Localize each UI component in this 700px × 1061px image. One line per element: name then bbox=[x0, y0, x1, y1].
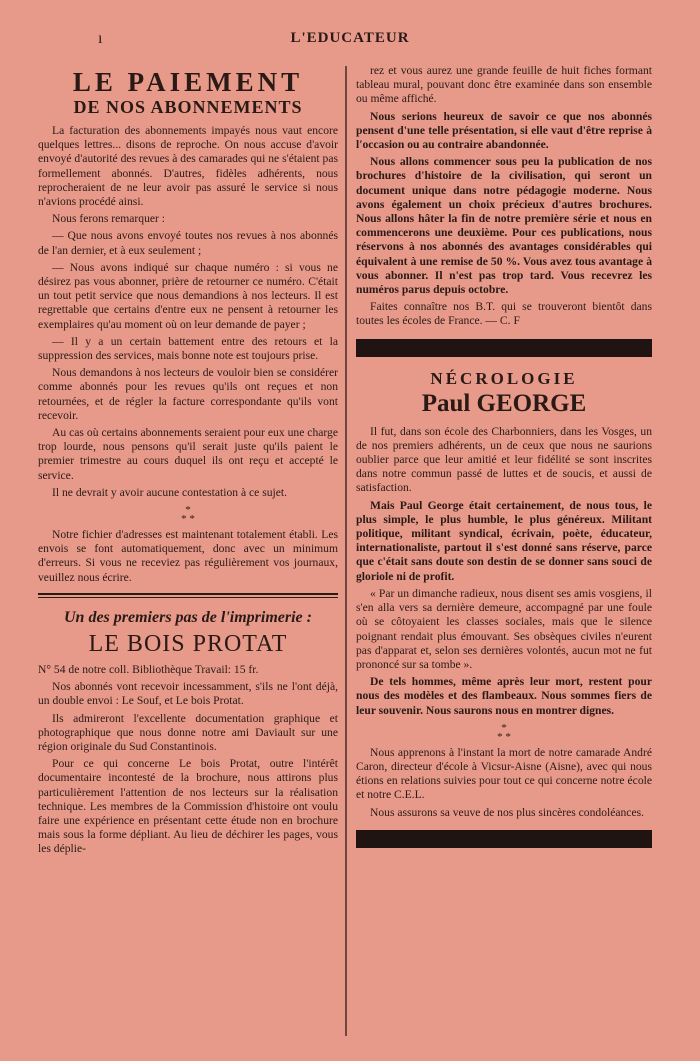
announcement-body bbox=[356, 746, 652, 820]
article-body bbox=[38, 124, 338, 500]
paragraph: De tels hommes, même après leur mort, restent pour nous des modèles et des flambeaux. Nous sommes fiers de leur souvenir. Nous saurons nous en montrer dignes. bbox=[356, 675, 652, 717]
running-header: L'EDUCATEUR bbox=[290, 30, 410, 46]
paragraph: Il fut, dans son école des Charbonniers, dans les Vosges, un de nos premiers adhérents, un de ceux que nous ne saurions oublier parce que leur amitié et leur fidélité se sont inscrites dans notre commun passé de luttes et de soucis, et aussi de satisfaction. bbox=[356, 424, 652, 495]
paragraph: Mais Paul George était certainement, de nous tous, le plus simple, le plus humble, le plus généreux. Militant politique, militant syndical, écrivain, poète, éducateur, internationaliste, partout il s'est donné sans réserve, parce que c'était sans doute son destin de se donner sans souci de gloriole ni de profit. bbox=[356, 498, 652, 583]
section-subtitle: Un des premiers pas de l'imprimerie : bbox=[64, 608, 312, 626]
paragraph: Faites connaître nos B.T. qui se trouveront bientôt dans toutes les écoles de France. — C. F bbox=[356, 300, 652, 328]
black-bar bbox=[356, 339, 652, 357]
paragraph: — Que nous avons envoyé toutes nos revues à nos abonnés de l'an dernier, et à eux seulement ; bbox=[38, 229, 338, 257]
black-bar bbox=[356, 830, 652, 848]
article-title-line2: DE NOS ABONNEMENTS bbox=[73, 97, 303, 117]
paragraph: Nos abonnés vont recevoir incessamment, s'ils ne l'ont déjà, un double envoi : Le Souf, et Le bois Protat. bbox=[38, 680, 338, 708]
section-separator: * * * bbox=[181, 504, 195, 526]
paragraph: Pour ce qui concerne Le bois Protat, outre l'intérêt documentaire incontesté de la brochure, nous attirons plus particulièrement l'attention de nos lecteurs sur la réalisation technique. Les membres de la Commission d'histoire ont voulu faire une expérience en présentant cette étude non en brochure mais sous la forme dépliant. Au lieu de déchirer les pages, vous les déplie- bbox=[38, 757, 338, 856]
paragraph: La facturation des abonnements impayés nous vaut encore quelques lettres... disons de reproche. On nous accuse d'avoir envoyé d'autorité des revues à des camarades qui ne s'étaient pas formellement abonnés. D'autres, fidèles adhérents, nous reprocheraient de ne leur avoir pas assuré le service si nous n'avions procédé ainsi. bbox=[38, 124, 338, 209]
paragraph: « Par un dimanche radieux, nous disent ses amis vosgiens, il s'en alla vers sa dernière demeure, accompagné par une foule où se côtoyaient les classes sociales, mais que le silence poignant rendait plus émouvant. Ses obsèques civiles n'eurent pas d'apparat et, selon ses dernières volontés, aucun mot ne fut prononcé sur sa tombe ». bbox=[356, 586, 652, 671]
section-separator: * * * bbox=[497, 721, 511, 743]
left-column bbox=[38, 64, 338, 860]
paragraph: — Il y a un certain battement entre des retours et la suppression des services, mais bonne note est toujours prise. bbox=[38, 334, 338, 363]
article-continuation bbox=[356, 64, 652, 329]
section-reference: N° 54 de notre coll. Bibliothèque Travail: 15 fr. bbox=[38, 662, 259, 676]
column-divider bbox=[345, 66, 347, 1036]
article-title-line1: LE PAIEMENT bbox=[72, 67, 304, 97]
paragraph: Il ne devrait y avoir aucune contestation à ce sujet. bbox=[52, 485, 287, 499]
necrology-body bbox=[356, 425, 652, 718]
paragraph: rez et vous aurez une grande feuille de huit fiches formant tableau mural, pouvant donc être examinée dans son ensemble ou même affiché. bbox=[356, 64, 652, 106]
section-title: LE BOIS PROTAT bbox=[88, 630, 288, 657]
paragraph: Nous apprenons à l'instant la mort de notre camarade André Caron, directeur d'école à Vicsur-Aisne (Aisne), avec qui nous étions en relations suivies pour tout ce qui concerne notre école et notre C.E.L. bbox=[356, 745, 652, 802]
paragraph: Nous serions heureux de savoir ce que nos abonnés pensent d'une telle présentation, si elle vaut d'être reprise à l'occasion ou au contraire abandonnée. bbox=[356, 109, 652, 152]
paragraph: Nous assurons sa veuve de nos plus sincères condoléances. bbox=[370, 805, 644, 819]
paragraph: — Nous avons indiqué sur chaque numéro : si vous ne désirez pas vous abonner, prière de retourner ce numéro. C'était un tout petit service que nous demandions à nos lecteurs. Il est regrettable que certains d'entre eux ne pensent à retourner les exemplaires qu'au moment où on leur demande de payer ; bbox=[38, 260, 338, 331]
necrology-heading: NÉCROLOGIE bbox=[430, 368, 578, 388]
double-rule bbox=[38, 593, 338, 598]
paragraph: Au cas où certains abonnements seraient pour eux une charge trop lourde, nous pensons qu'il serait juste qu'ils paient le premier trimestre au cours duquel ils ont reçu et accepté le service. bbox=[38, 426, 338, 482]
paragraph: Nous allons commencer sous peu la publication de nos brochures d'histoire de la civilisation, qui seront un document unique dans notre pédagogie moderne. Nous avons également un choix précieux d'autres brochures. Nous allons hâter la fin de notre première série et nous en commencerons une deuxième. Pour ces publications, nous réservons à nos abonnés des avantages considérables qui équivalent à une remise de 50 %. Vous avez tous avantage à vous abonner. Il n'est pas trop tard. Vous recevrez les numéros parus depuis octobre. bbox=[356, 155, 652, 297]
section-body bbox=[38, 680, 338, 856]
right-column bbox=[356, 64, 652, 860]
necrology-name: Paul GEORGE bbox=[421, 389, 587, 417]
paragraph: Nous demandons à nos lecteurs de vouloir bien se considérer comme abonnés pour les revues qu'ils ont reçues et non retournées, et de régler la facture correspondante qu'ils vont recevoir. bbox=[38, 366, 338, 422]
paragraph: Nous ferons remarquer : bbox=[52, 212, 165, 226]
article-paragraph: Notre fichier d'adresses est maintenant totalement établi. Les envois se font automatiquement, donc avec un minimum d'erreurs. Si vous ne receviez pas régulièrement vos journaux, veuillez nous écrire. bbox=[38, 528, 338, 584]
paragraph: Ils admireront l'excellente documentation graphique et photographique que nous donne notre ami Daviault sur une région originale du Sud Constantinois. bbox=[38, 711, 338, 753]
page-mark: ı bbox=[98, 30, 103, 47]
